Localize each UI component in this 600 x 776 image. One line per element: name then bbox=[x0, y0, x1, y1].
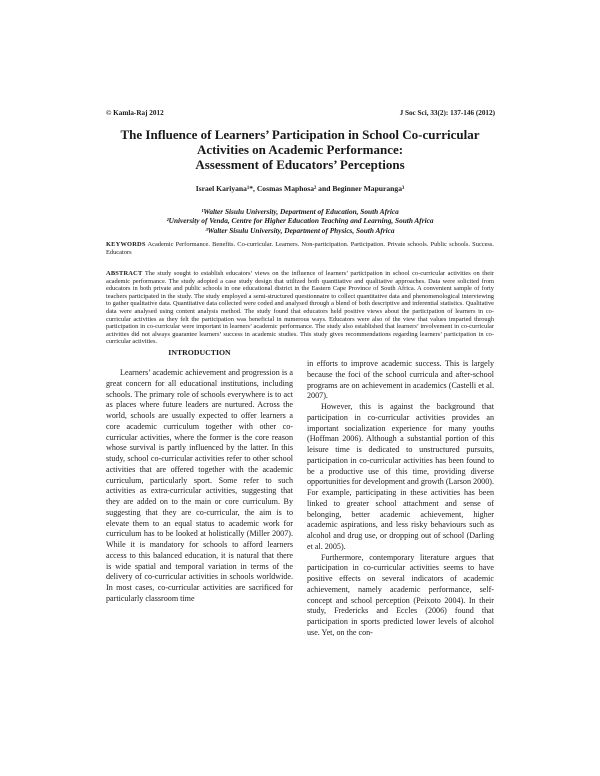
body-paragraph: However, this is against the background that participation in co-curricular activities provides an important socialization experience for many youths (Hoffman 2006). Although a substantial portion of this leisure time is dedicated to unstructured pursuits, participation in co-curricular activities has been found to be a productive use of this time, providing diverse opportunities for development and growth (Larson 2000). For example, participating in these activities has been linked to greater school attachment and sense of belonging, better academic achievement, higher academic aspirations, and less risky behaviours such as alcohol and drug use, or dropping out of school (Darling et al. 2005). bbox=[307, 402, 494, 551]
keywords-block bbox=[106, 241, 494, 256]
affiliations bbox=[100, 207, 500, 235]
abstract-label: ABSTRACT bbox=[106, 270, 143, 277]
body-paragraph: in efforts to improve academic success. This is largely because the foci of the school curricula and after-school programs are on achievement in academics (Castelli et al. 2007). bbox=[307, 359, 494, 401]
title-line: Activities on Academic Performance: bbox=[196, 142, 404, 158]
journal-citation: J Soc Sci, 33(2): 137-146 (2012) bbox=[399, 109, 495, 117]
title-line: Assessment of Educators’ Perceptions bbox=[195, 157, 405, 173]
paper-title bbox=[100, 127, 500, 173]
abstract-text: The study sought to establish educators’ views on the influence of learners’ participation in school co-curricular activities on their academic performance. The study adopted a case study design that utilized both quantitative and qualitative approaches. Data were solicited from educators in both private and public schools in one educational district in the Eastern Cape Province of South Africa. A convenient sample of forty teachers participated in the study. The study employed a semi-structured questionnaire to collect quantitative data and phenomenological interviewing to gather qualitative data. Quantitative data collected were coded and analysed through a blend of both descriptive and inferential statistics. Qualitative data were analysed using content analysis method. The study found that educators held positive views about the participation of learners in co-curricular activities as they felt the participation was beneficial in numerous ways. Educators were also of the view that values imparted through participation in co-curricular were important in learners’ academic performance. The study also established that learners’ involvement in co-curricular activities did not always guarantee learners’ success in academic studies. This study gives recommendations regarding learners’ participation in co-curricular activities. bbox=[106, 270, 495, 346]
body-paragraph: Learners’ academic achievement and progression is a great concern for all educational institutions, including schools. The primary role of schools everywhere is to act as places where future leaders are nurtured. Across the world, schools are usually expected to offer learners a core academic curriculum together with other co-curricular activities, where the former is the core reason whose survival is partly influenced by the latter. In this study, school co-curricular activities refer to other school activities that are offered together with the academic curriculum, particularly sport. Some refer to such activities as extra-curricular activities, suggesting that they are added on to the main or core curriculum. By suggesting that they are co-curricular, the aim is to elevate them to an equal status to academic work for curriculum has to be looked at holistically (Miller 2007). While it is mandatory for schools to afford learners access to this balanced education, it is natural that there is wide spatial and temporal variation in terms of the delivery of co-curricular activities in schools worldwide. In most cases, co-curricular activities are sacrificed for particularly classroom time bbox=[106, 368, 293, 603]
affiliation: ³Walter Sisulu University, Department of Physics, South Africa bbox=[205, 225, 395, 235]
keywords-text: Academic Performance. Benefits. Co-curricular. Learners. Non-participation. Participation. Private schools. Public schools. Success. Educators bbox=[106, 241, 494, 256]
affiliation: ¹Walter Sisulu University, Department of Education, South Africa bbox=[201, 207, 399, 216]
affiliation: ²University of Venda, Centre for Higher Education Teaching and Learning, South Africa bbox=[166, 216, 434, 226]
keywords-label: KEYWORDS bbox=[106, 241, 146, 248]
section-heading: INTRODUCTION bbox=[168, 348, 231, 357]
right-column bbox=[307, 359, 494, 639]
authors: Israel Kariyana¹*, Cosmas Maphosa² and Beginner Mapuranga³ bbox=[195, 184, 405, 193]
title-line: The Influence of Learners’ Participation in School Co-curricular bbox=[120, 127, 480, 142]
copyright-line: © Kamla-Raj 2012 bbox=[106, 109, 164, 117]
left-column bbox=[106, 348, 293, 605]
abstract-block bbox=[106, 270, 494, 346]
body-paragraph: Furthermore, contemporary literature argues that participation in co-curricular activities seems to have positive effects on several indicators of academic achievement, namely academic performance, self-concept and school perception (Peixoto 2004). In their study, Fredericks and Eccles (2006) found that participation in sports predicted lower levels of alcohol use. Yet, on the con- bbox=[307, 552, 494, 637]
